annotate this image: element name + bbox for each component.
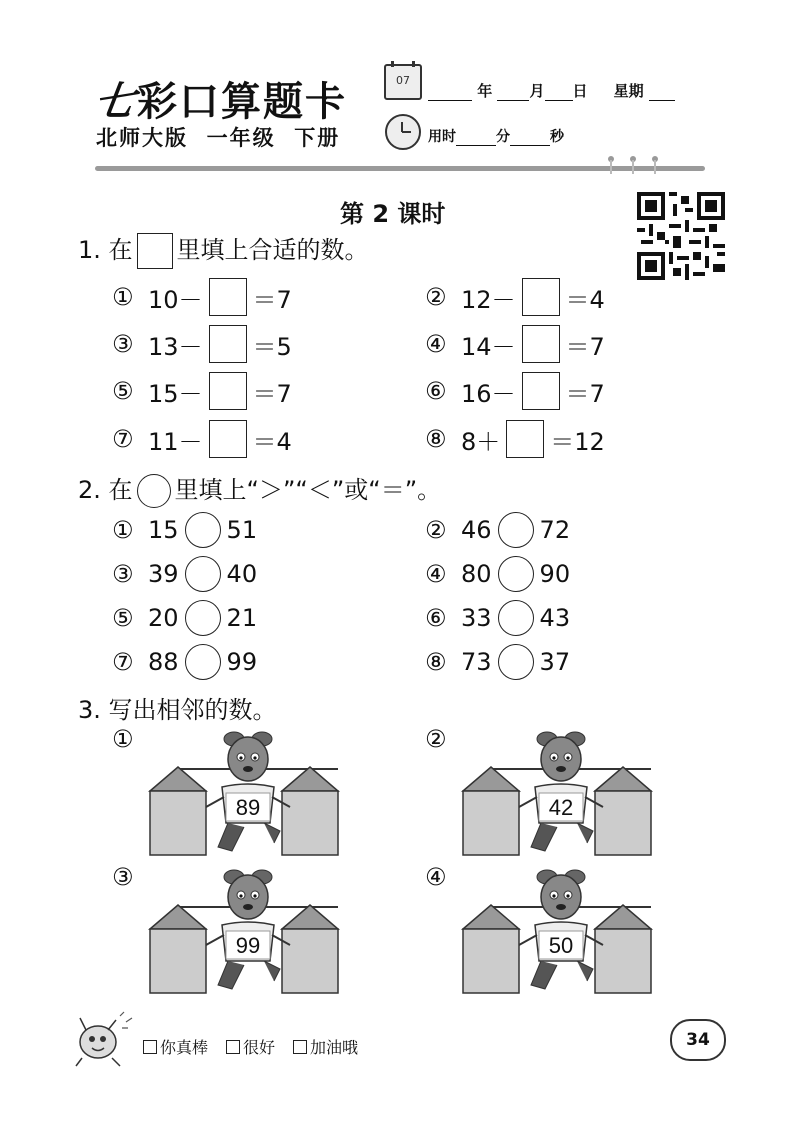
item-marker: ② [425, 283, 447, 311]
answer-circle[interactable] [498, 556, 534, 592]
brand-seven: 七 [91, 78, 140, 125]
q3-text: 写出相邻的数。 [108, 696, 277, 724]
item-marker: ② [425, 725, 447, 753]
q2-item [425, 556, 570, 592]
calendar-icon [384, 64, 422, 100]
compare-left: 39 [148, 560, 179, 588]
item-marker: ③ [112, 560, 134, 588]
q2-item [112, 600, 257, 636]
expr-left: 16－ [461, 379, 516, 408]
item-marker: ④ [425, 330, 447, 358]
q3-item [112, 725, 372, 860]
compare-right: 37 [539, 648, 571, 676]
self-rating [143, 1035, 358, 1058]
answer-circle[interactable] [498, 512, 534, 548]
expr-left: 10－ [148, 285, 203, 314]
q3-item [425, 725, 685, 860]
time-used-label: 用时 [428, 129, 456, 145]
brand-rest: 彩口算题卡 [137, 78, 347, 125]
q1-instruction [78, 230, 369, 269]
expr-right: ＝4 [565, 285, 605, 314]
q1-item [425, 420, 605, 458]
item-marker: ⑥ [425, 604, 447, 632]
compare-left: 15 [148, 516, 179, 544]
expr-left: 12－ [461, 285, 516, 314]
q1-item [112, 325, 292, 363]
expr-left: 11－ [148, 427, 203, 456]
item-marker: ③ [112, 863, 134, 891]
answer-box[interactable] [522, 278, 560, 316]
weekday-label: 星期 [613, 82, 644, 100]
q1-text-before: 在 [108, 236, 133, 264]
q1-item [425, 278, 605, 316]
rating-option-label: 很好 [243, 1038, 276, 1057]
answer-circle[interactable] [185, 644, 221, 680]
answer-box[interactable] [209, 278, 247, 316]
compare-right: 51 [226, 516, 258, 544]
q2-number: 2. [78, 476, 101, 504]
compare-right: 72 [539, 516, 571, 544]
edition-label: 北师大版 一年级 下册 [96, 126, 341, 150]
q3-instruction [78, 690, 277, 725]
calendar-day: 07 [396, 74, 410, 87]
q2-text-before: 在 [108, 476, 133, 504]
compare-left: 20 [148, 604, 179, 632]
q1-number: 1. [78, 236, 101, 264]
q1-item [112, 420, 292, 458]
qr-code[interactable] [637, 192, 725, 280]
rating-option-good[interactable] [226, 1035, 275, 1058]
q2-item [112, 556, 257, 592]
answer-box[interactable] [506, 420, 544, 458]
item-marker: ① [112, 516, 134, 544]
answer-circle[interactable] [498, 600, 534, 636]
q2-instruction [78, 470, 441, 508]
expr-right: ＝7 [565, 332, 605, 361]
q2-item [425, 512, 570, 548]
second-label: 秒 [550, 129, 564, 145]
month-blank[interactable] [497, 86, 529, 101]
answer-circle[interactable] [185, 512, 221, 548]
item-marker: ⑦ [112, 648, 134, 676]
item-marker: ⑥ [425, 377, 447, 405]
page-number: 34 [670, 1019, 726, 1061]
compare-left: 73 [461, 648, 492, 676]
compare-right: 90 [539, 560, 571, 588]
q2-text-after: 里填上“＞”“＜”或“＝”。 [174, 476, 442, 504]
second-blank[interactable] [510, 131, 550, 146]
number-card: 99 [235, 933, 261, 958]
number-card: 89 [235, 795, 261, 820]
q2-item [112, 644, 257, 680]
rating-option-keep-going[interactable] [293, 1035, 358, 1058]
item-marker: ① [112, 725, 134, 753]
divider-pins [608, 156, 658, 162]
compare-left: 46 [461, 516, 492, 544]
answer-box[interactable] [522, 325, 560, 363]
q1-item [425, 325, 605, 363]
q1-item [425, 372, 605, 410]
compare-left: 80 [461, 560, 492, 588]
sample-circle [137, 474, 171, 508]
rating-option-label: 加油哦 [310, 1038, 359, 1057]
number-card: 42 [548, 795, 574, 820]
weekday-blank[interactable] [649, 86, 675, 101]
day-blank[interactable] [545, 86, 573, 101]
item-marker: ④ [425, 560, 447, 588]
item-marker: ① [112, 283, 134, 311]
bear-with-boxes-illustration [461, 865, 681, 1015]
item-marker: ⑦ [112, 425, 134, 453]
answer-circle[interactable] [185, 600, 221, 636]
item-marker: ⑤ [112, 377, 134, 405]
rating-option-great[interactable] [143, 1035, 208, 1058]
answer-box[interactable] [209, 420, 247, 458]
header-divider [95, 166, 705, 171]
q1-text-after: 里填上合适的数。 [176, 236, 369, 264]
checkbox-icon [226, 1040, 240, 1054]
rating-option-label: 你真棒 [160, 1038, 209, 1057]
q2-item [112, 512, 257, 548]
bear-with-boxes-illustration [148, 865, 368, 1015]
sample-box [137, 233, 173, 269]
expr-right: ＝4 [252, 427, 292, 456]
item-marker: ② [425, 516, 447, 544]
answer-circle[interactable] [185, 556, 221, 592]
expr-right: ＝7 [252, 379, 292, 408]
expr-left: 14－ [461, 332, 516, 361]
expr-right: ＝7 [252, 285, 292, 314]
q3-item [112, 863, 372, 998]
item-marker: ⑤ [112, 604, 134, 632]
item-marker: ⑧ [425, 648, 447, 676]
bear-with-boxes-illustration [461, 727, 681, 877]
checkbox-icon [143, 1040, 157, 1054]
brand-title [91, 70, 347, 127]
q3-number: 3. [78, 696, 101, 724]
month-label: 月 [529, 82, 545, 100]
minute-blank[interactable] [456, 131, 496, 146]
date-fields [428, 80, 675, 101]
q2-item [425, 644, 570, 680]
expr-left: 8＋ [461, 427, 501, 456]
answer-circle[interactable] [498, 644, 534, 680]
compare-right: 43 [539, 604, 571, 632]
item-marker: ⑧ [425, 425, 447, 453]
item-marker: ④ [425, 863, 447, 891]
minute-label: 分 [496, 129, 510, 145]
answer-box[interactable] [209, 372, 247, 410]
q1-item [112, 372, 292, 410]
day-label: 日 [572, 82, 588, 100]
bear-with-boxes-illustration [148, 727, 368, 877]
answer-box[interactable] [209, 325, 247, 363]
lesson-title: 第 2 课时 [340, 200, 446, 228]
compare-left: 33 [461, 604, 492, 632]
q1-item [112, 278, 292, 316]
expr-right: ＝12 [550, 427, 605, 456]
item-marker: ③ [112, 330, 134, 358]
compare-left: 88 [148, 648, 179, 676]
year-blank[interactable] [428, 86, 472, 101]
q2-item [425, 600, 570, 636]
checkbox-icon [293, 1040, 307, 1054]
compare-right: 21 [226, 604, 258, 632]
expr-left: 13－ [148, 332, 203, 361]
expr-right: ＝5 [252, 332, 292, 361]
expr-right: ＝7 [565, 379, 605, 408]
q3-item [425, 863, 685, 998]
number-card: 50 [548, 933, 574, 958]
mascot-illustration [68, 1008, 138, 1070]
time-fields [428, 126, 564, 146]
compare-right: 99 [226, 648, 258, 676]
answer-box[interactable] [522, 372, 560, 410]
expr-left: 15－ [148, 379, 203, 408]
compare-right: 40 [226, 560, 258, 588]
clock-icon [385, 114, 421, 150]
year-label: 年 [477, 82, 493, 100]
